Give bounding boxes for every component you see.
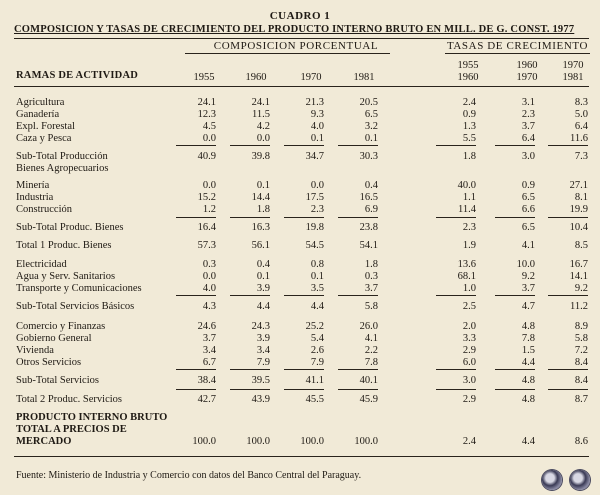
value-cell: 11.2: [570, 301, 588, 312]
value-cell: 16.3: [251, 222, 270, 233]
value-cell: 1.5: [521, 345, 535, 356]
value-cell: 2.3: [310, 204, 324, 215]
value-cell: 8.3: [574, 97, 588, 108]
comp-year-1970: 1970: [300, 72, 322, 83]
value-cell: 21.3: [305, 97, 324, 108]
header-rule-bottom: [14, 86, 589, 87]
value-cell: 39.5: [251, 375, 270, 386]
value-cell: 57.3: [197, 240, 216, 251]
column-underline: [230, 369, 270, 370]
value-cell: 4.4: [256, 301, 270, 312]
column-underline: [176, 369, 216, 370]
value-cell: 38.4: [197, 375, 216, 386]
value-cell: 4.1: [521, 240, 535, 251]
row-label: Vivienda: [16, 345, 54, 356]
table-row: [0, 283, 600, 295]
value-cell: 4.4: [521, 357, 535, 368]
value-cell: 0.0: [202, 271, 216, 282]
value-cell: 7.9: [256, 357, 270, 368]
value-cell: 7.8: [521, 333, 535, 344]
comp-year-1955: 1955: [193, 72, 215, 83]
column-underline: [495, 145, 535, 146]
value-cell: 8.5: [574, 240, 588, 251]
value-cell: 11.5: [252, 109, 270, 120]
column-underline: [230, 389, 270, 390]
value-cell: 0.8: [310, 259, 324, 270]
value-cell: 11.6: [570, 133, 588, 144]
row-label: Sub-Total Servicios: [16, 375, 99, 386]
row-label: Comercio y Finanzas: [16, 321, 106, 332]
ramas-header: RAMAS DE ACTIVIDAD: [16, 70, 139, 81]
table-row: [0, 271, 600, 283]
value-cell: 7.8: [364, 357, 378, 368]
value-cell: 6.7: [202, 357, 216, 368]
value-cell: 24.1: [251, 97, 270, 108]
column-underline: [548, 295, 588, 296]
table-rule-bottom: [14, 456, 589, 457]
tasas-header: TASAS DE CRECIMIENTO: [446, 40, 589, 52]
value-cell: 0.9: [521, 180, 535, 191]
value-cell: 5.5: [462, 133, 476, 144]
value-cell: 54.1: [359, 240, 378, 251]
table-subtitle: COMPOSICION Y TASAS DE CRECIMIENTO DEL PRODUCTO INTERNO BRUTO EN MILL. DE G. CONST. 1977: [14, 24, 575, 35]
value-cell: 6.5: [521, 222, 535, 233]
value-cell: 45.9: [359, 394, 378, 405]
value-cell: 8.7: [574, 394, 588, 405]
tasa-period-1-end: 1960: [457, 72, 479, 83]
value-cell: 5.0: [574, 109, 588, 120]
column-underline: [230, 217, 270, 218]
column-underline: [284, 389, 324, 390]
table-row: [0, 357, 600, 369]
value-cell: 3.3: [462, 333, 476, 344]
row-label: Electricidad: [16, 259, 67, 270]
value-cell: 4.7: [521, 301, 535, 312]
value-cell: 14.4: [251, 192, 270, 203]
tasa-period-3-end: 1981: [562, 72, 584, 83]
column-underline: [548, 145, 588, 146]
value-cell: 3.0: [521, 151, 535, 162]
value-cell: 30.3: [359, 151, 378, 162]
value-cell: 4.1: [364, 333, 378, 344]
row-label: Total 2 Produc. Servicios: [16, 394, 122, 405]
column-underline: [338, 145, 378, 146]
column-underline: [338, 369, 378, 370]
value-cell: 100.0: [354, 436, 378, 447]
value-cell: 3.9: [256, 333, 270, 344]
row-label: Industria: [16, 192, 54, 203]
value-cell: 6.6: [521, 204, 535, 215]
value-cell: 3.7: [364, 283, 378, 294]
value-cell: 6.9: [364, 204, 378, 215]
value-cell: 8.6: [574, 436, 588, 447]
column-underline: [495, 295, 535, 296]
row-label: Agricultura: [16, 97, 65, 108]
comp-year-1960: 1960: [245, 72, 267, 83]
value-cell: 1.8: [462, 151, 476, 162]
header-rule-top: [14, 38, 589, 39]
value-cell: 2.3: [521, 109, 535, 120]
tasa-period-1-start: 1955: [457, 60, 479, 71]
value-cell: 6.5: [364, 109, 378, 120]
value-cell: 0.1: [256, 180, 270, 191]
table-title: CUADRO 1: [269, 10, 331, 22]
table-row: [0, 204, 600, 216]
value-cell: 16.4: [197, 222, 216, 233]
value-cell: 0.0: [310, 180, 324, 191]
value-cell: 0.0: [202, 133, 216, 144]
value-cell: 11.4: [458, 204, 476, 215]
value-cell: 34.7: [305, 151, 324, 162]
value-cell: 3.0: [462, 375, 476, 386]
value-cell: 40.9: [197, 151, 216, 162]
column-underline: [436, 217, 476, 218]
column-underline: [495, 369, 535, 370]
value-cell: 100.0: [246, 436, 270, 447]
table-row: [0, 259, 600, 271]
value-cell: 0.4: [364, 180, 378, 191]
composicion-rule: [185, 53, 390, 54]
value-cell: 6.4: [521, 133, 535, 144]
column-underline: [338, 295, 378, 296]
value-cell: 3.9: [256, 283, 270, 294]
row-label-line3: MERCADO: [16, 436, 72, 447]
value-cell: 68.1: [457, 271, 476, 282]
source-footnote: Fuente: Ministerio de Industria y Comercio con datos del Banco Central del Paraguay.: [16, 470, 362, 481]
value-cell: 20.5: [359, 97, 378, 108]
comp-year-1981: 1981: [353, 72, 375, 83]
value-cell: 4.8: [521, 375, 535, 386]
tasa-period-2-end: 1970: [516, 72, 538, 83]
value-cell: 1.8: [364, 259, 378, 270]
value-cell: 3.7: [521, 121, 535, 132]
value-cell: 15.2: [197, 192, 216, 203]
value-cell: 0.1: [310, 271, 324, 282]
column-underline: [284, 295, 324, 296]
library-seal-icon: [570, 470, 590, 490]
value-cell: 9.2: [574, 283, 588, 294]
value-cell: 5.8: [574, 333, 588, 344]
column-underline: [176, 295, 216, 296]
value-cell: 6.5: [521, 192, 535, 203]
value-cell: 100.0: [300, 436, 324, 447]
value-cell: 0.0: [256, 133, 270, 144]
tasas-rule: [445, 53, 590, 54]
value-cell: 54.5: [305, 240, 324, 251]
column-underline: [436, 389, 476, 390]
value-cell: 13.6: [457, 259, 476, 270]
value-cell: 4.8: [521, 394, 535, 405]
value-cell: 41.1: [305, 375, 324, 386]
row-label: Expl. Forestal: [16, 121, 75, 132]
value-cell: 7.9: [310, 357, 324, 368]
value-cell: 16.7: [569, 259, 588, 270]
value-cell: 1.9: [462, 240, 476, 251]
value-cell: 0.1: [364, 133, 378, 144]
value-cell: 23.8: [359, 222, 378, 233]
value-cell: 3.5: [310, 283, 324, 294]
value-cell: 5.8: [364, 301, 378, 312]
row-label: Transporte y Comunicaciones: [16, 283, 142, 294]
column-underline: [436, 145, 476, 146]
value-cell: 6.4: [574, 121, 588, 132]
value-cell: 24.6: [197, 321, 216, 332]
value-cell: 3.7: [521, 283, 535, 294]
value-cell: 2.2: [364, 345, 378, 356]
row-label: PRODUCTO INTERNO BRUTO: [16, 412, 168, 423]
value-cell: 1.1: [462, 192, 476, 203]
column-underline: [436, 369, 476, 370]
table-row: [0, 109, 600, 121]
value-cell: 3.4: [202, 345, 216, 356]
value-cell: 10.0: [516, 259, 535, 270]
tasa-period-2-start: 1960: [516, 60, 538, 71]
table-row: [0, 121, 600, 133]
row-label: Sub-Total Produc. Bienes: [16, 222, 124, 233]
value-cell: 100.0: [192, 436, 216, 447]
row-label: Total 1 Produc. Bienes: [16, 240, 112, 251]
value-cell: 25.2: [305, 321, 324, 332]
column-underline: [176, 145, 216, 146]
value-cell: 12.3: [197, 109, 216, 120]
value-cell: 3.1: [521, 97, 535, 108]
value-cell: 56.1: [251, 240, 270, 251]
value-cell: 8.4: [574, 357, 588, 368]
value-cell: 7.3: [574, 151, 588, 162]
value-cell: 2.9: [462, 345, 476, 356]
value-cell: 1.3: [462, 121, 476, 132]
value-cell: 4.8: [521, 321, 535, 332]
row-label-line2: TOTAL A PRECIOS DE: [16, 424, 127, 435]
library-stamp-icon: [542, 470, 562, 490]
value-cell: 8.1: [574, 192, 588, 203]
value-cell: 14.1: [569, 271, 588, 282]
value-cell: 19.8: [305, 222, 324, 233]
value-cell: 16.5: [359, 192, 378, 203]
column-underline: [548, 217, 588, 218]
row-label: Minería: [16, 180, 50, 191]
tasa-period-3-start: 1970: [562, 60, 584, 71]
row-label: Caza y Pesca: [16, 133, 72, 144]
value-cell: 2.3: [462, 222, 476, 233]
value-cell: 0.0: [202, 180, 216, 191]
column-underline: [284, 217, 324, 218]
value-cell: 5.4: [310, 333, 324, 344]
row-label: Sub-Total Servicios Básicos: [16, 301, 135, 312]
column-underline: [284, 369, 324, 370]
column-underline: [284, 145, 324, 146]
value-cell: 3.2: [364, 121, 378, 132]
value-cell: 3.4: [256, 345, 270, 356]
value-cell: 4.5: [202, 121, 216, 132]
column-underline: [230, 145, 270, 146]
value-cell: 8.9: [574, 321, 588, 332]
column-underline: [548, 389, 588, 390]
value-cell: 4.3: [202, 301, 216, 312]
value-cell: 9.2: [521, 271, 535, 282]
value-cell: 0.3: [202, 259, 216, 270]
table-row: [0, 192, 600, 204]
row-label: Sub-Total Producción: [16, 151, 108, 162]
value-cell: 4.4: [310, 301, 324, 312]
value-cell: 1.0: [462, 283, 476, 294]
table-row: [0, 97, 600, 109]
value-cell: 2.6: [310, 345, 324, 356]
value-cell: 42.7: [197, 394, 216, 405]
value-cell: 45.5: [305, 394, 324, 405]
row-label: Ganadería: [16, 109, 60, 120]
value-cell: 1.2: [202, 204, 216, 215]
row-label-line2: Bienes Agropecuarios: [16, 163, 109, 174]
value-cell: 4.0: [202, 283, 216, 294]
value-cell: 8.4: [574, 375, 588, 386]
value-cell: 0.3: [364, 271, 378, 282]
value-cell: 3.7: [202, 333, 216, 344]
value-cell: 26.0: [359, 321, 378, 332]
column-underline: [548, 369, 588, 370]
table-row: [0, 133, 600, 145]
value-cell: 4.0: [310, 121, 324, 132]
column-underline: [436, 295, 476, 296]
value-cell: 1.8: [256, 204, 270, 215]
value-cell: 27.1: [569, 180, 588, 191]
column-underline: [495, 217, 535, 218]
column-underline: [176, 389, 216, 390]
value-cell: 40.1: [359, 375, 378, 386]
value-cell: 9.3: [310, 109, 324, 120]
table-row: [0, 180, 600, 192]
value-cell: 6.0: [462, 357, 476, 368]
table-row: [0, 333, 600, 345]
value-cell: 2.0: [462, 321, 476, 332]
value-cell: 0.1: [256, 271, 270, 282]
row-label: Gobierno General: [16, 333, 92, 344]
row-label: Otros Servicios: [16, 357, 82, 368]
column-underline: [338, 389, 378, 390]
value-cell: 0.1: [310, 133, 324, 144]
value-cell: 2.9: [462, 394, 476, 405]
value-cell: 2.4: [462, 436, 476, 447]
value-cell: 4.4: [521, 436, 535, 447]
column-underline: [176, 217, 216, 218]
value-cell: 17.5: [305, 192, 324, 203]
value-cell: 2.5: [462, 301, 476, 312]
column-underline: [338, 217, 378, 218]
table-row: [0, 345, 600, 357]
value-cell: 0.4: [256, 259, 270, 270]
value-cell: 19.9: [569, 204, 588, 215]
row-label: Construcción: [16, 204, 72, 215]
value-cell: 2.4: [462, 97, 476, 108]
value-cell: 40.0: [457, 180, 476, 191]
value-cell: 0.9: [462, 109, 476, 120]
column-underline: [230, 295, 270, 296]
value-cell: 24.3: [251, 321, 270, 332]
value-cell: 39.8: [251, 151, 270, 162]
value-cell: 24.1: [197, 97, 216, 108]
row-label: Agua y Serv. Sanitarios: [16, 271, 116, 282]
value-cell: 4.2: [256, 121, 270, 132]
value-cell: 10.4: [569, 222, 588, 233]
value-cell: 7.2: [574, 345, 588, 356]
column-underline: [495, 389, 535, 390]
composicion-header: COMPOSICION PORCENTUAL: [213, 40, 379, 52]
value-cell: 43.9: [251, 394, 270, 405]
